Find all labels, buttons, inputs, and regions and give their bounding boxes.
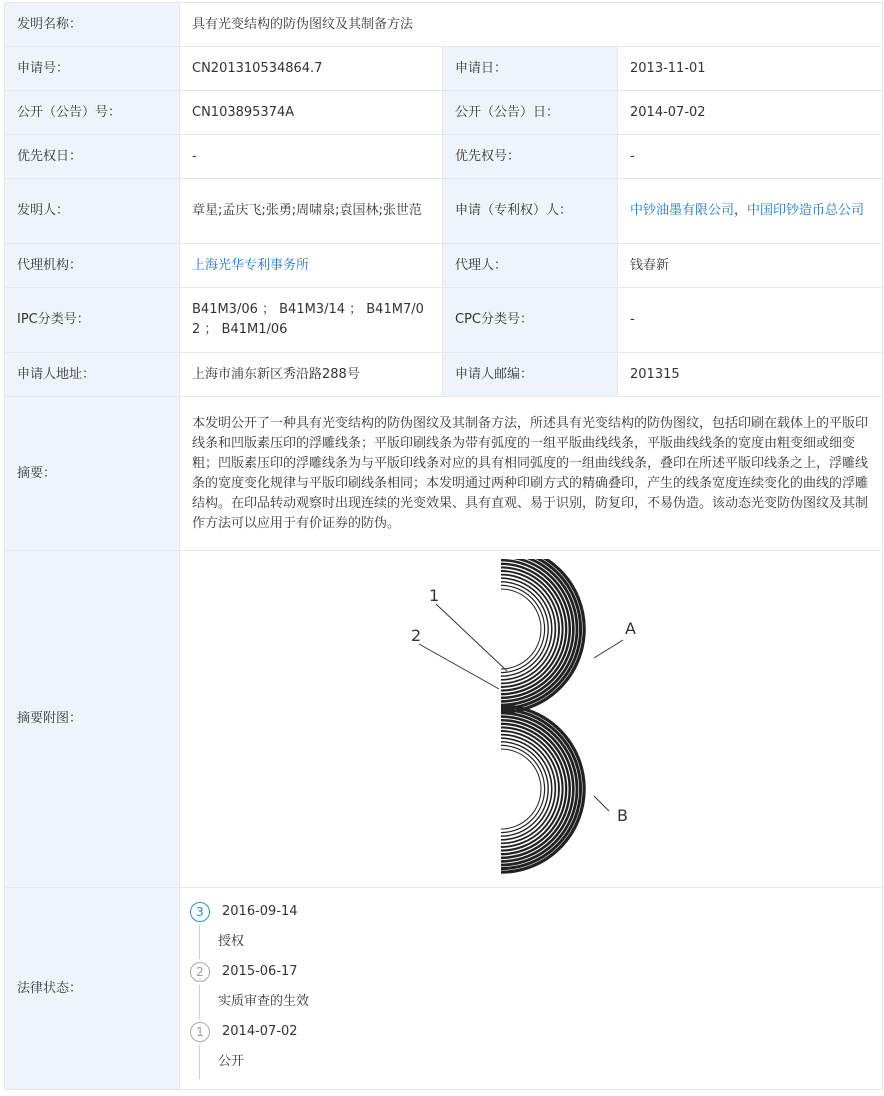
title-value: 具有光变结构的防伪图纹及其制备方法 — [180, 3, 883, 47]
postcode-label: 申请人邮编： — [443, 353, 618, 397]
upper-half-ring — [501, 585, 545, 672]
inventor-label: 发明人： — [5, 179, 180, 244]
legal-event-date: 2016-09-14 — [222, 903, 298, 919]
step-number-1: 1 — [190, 1022, 210, 1042]
figure-label-2: 2 — [411, 626, 422, 645]
pub-no-label: 公开（公告）号： — [5, 91, 180, 135]
cpc-value: - — [618, 288, 883, 353]
legal-status-cell — [180, 888, 883, 1090]
leader-line-2 — [419, 644, 499, 689]
abstract-figure-cell — [180, 551, 883, 888]
legal-event-desc: 授权 — [199, 925, 882, 959]
legal-label: 法律状态： — [5, 888, 180, 1090]
legal-event-desc: 公开 — [199, 1045, 882, 1079]
priority-no-label: 优先权号： — [443, 135, 618, 179]
cpc-label: CPC分类号： — [443, 288, 618, 353]
figure-label-1: 1 — [429, 586, 440, 605]
figure-label: 摘要附图： — [5, 551, 180, 888]
lower-half-ring — [501, 731, 559, 847]
leader-line-b — [594, 796, 609, 811]
legal-event-3 — [190, 899, 882, 925]
agency-link[interactable]: 上海光华专利事务所 — [192, 257, 310, 273]
step-number-3: 3 — [190, 902, 210, 922]
pub-date-value: 2014-07-02 — [618, 91, 883, 135]
patent-detail-table — [4, 2, 883, 1090]
app-date-value: 2013-11-01 — [618, 47, 883, 91]
leader-line-a — [594, 640, 623, 658]
figure-label-a: A — [625, 619, 636, 638]
abstract-label: 摘要： — [5, 397, 180, 551]
step-number-2: 2 — [190, 962, 210, 982]
upper-half-ring — [501, 571, 559, 687]
postcode-value: 201315 — [618, 353, 883, 397]
ipc-value: B41M3/06 ； B41M3/14 ； B41M7/02 ； B41M1/06 — [180, 288, 443, 353]
legal-event-1 — [190, 1019, 882, 1045]
app-date-label: 申请日： — [443, 47, 618, 91]
abstract-figure — [381, 559, 681, 879]
address-label: 申请人地址： — [5, 353, 180, 397]
ipc-label: IPC分类号： — [5, 288, 180, 353]
applicant-link-2[interactable]: 中国印钞造币总公司 — [747, 203, 865, 218]
abstract-text: 本发明公开了一种具有光变结构的防伪图纹及其制备方法，所述具有光变结构的防伪图纹，包括印刷在载体上的平版印线条和凹版素压印的浮雕线条；平版印刷线条为带有弧度的一组平版曲线线条，平版曲线线条的宽度由粗变细或细变粗；凹版素压印的浮雕线条为与平版印线条对应的具有相同弧度的一组曲线线条，叠印在所述平版印线条之上，浮雕线条的宽度变化规律与平版印刷线条相同；本发明通过两种印刷方式的精确叠印，产生的线条宽度连续变化的曲线的浮雕结构。在印品转动观察时出现连续的光变效果、具有直观、易于识别，防复印，不易伪造。该动态光变防伪图纹及其制作方法可以应用于有价证券的防伪。 — [180, 397, 883, 551]
legal-event-2 — [190, 959, 882, 985]
applicant-label: 申请（专利权）人： — [443, 179, 618, 244]
applicant-separator: ， — [734, 203, 748, 218]
agency-label: 代理机构： — [5, 244, 180, 288]
pub-date-label: 公开（公告）日： — [443, 91, 618, 135]
lower-half-ring — [501, 745, 545, 832]
agency-value — [180, 244, 443, 288]
agent-label: 代理人： — [443, 244, 618, 288]
legal-event-date: 2015-06-17 — [222, 963, 298, 979]
priority-date-value: - — [180, 135, 443, 179]
priority-no-value: - — [618, 135, 883, 179]
applicant-link-1[interactable]: 中钞油墨有限公司 — [630, 203, 735, 218]
figure-label-b: B — [617, 806, 628, 825]
pub-no-value: CN103895374A — [180, 91, 443, 135]
app-no-label: 申请号： — [5, 47, 180, 91]
address-value: 上海市浦东新区秀沿路288号 — [180, 353, 443, 397]
title-label: 发明名称： — [5, 3, 180, 47]
app-no-value: CN201310534864.7 — [180, 47, 443, 91]
priority-date-label: 优先权日： — [5, 135, 180, 179]
legal-event-desc: 实质审查的生效 — [199, 985, 882, 1019]
inventor-value: 章星;孟庆飞;张勇;周啸泉;袁国林;张世范 — [180, 179, 443, 244]
leader-line-1 — [436, 604, 507, 671]
applicant-value — [618, 179, 883, 244]
legal-event-date: 2014-07-02 — [222, 1023, 298, 1039]
agent-value: 钱春新 — [618, 244, 883, 288]
legal-timeline — [190, 899, 882, 1079]
